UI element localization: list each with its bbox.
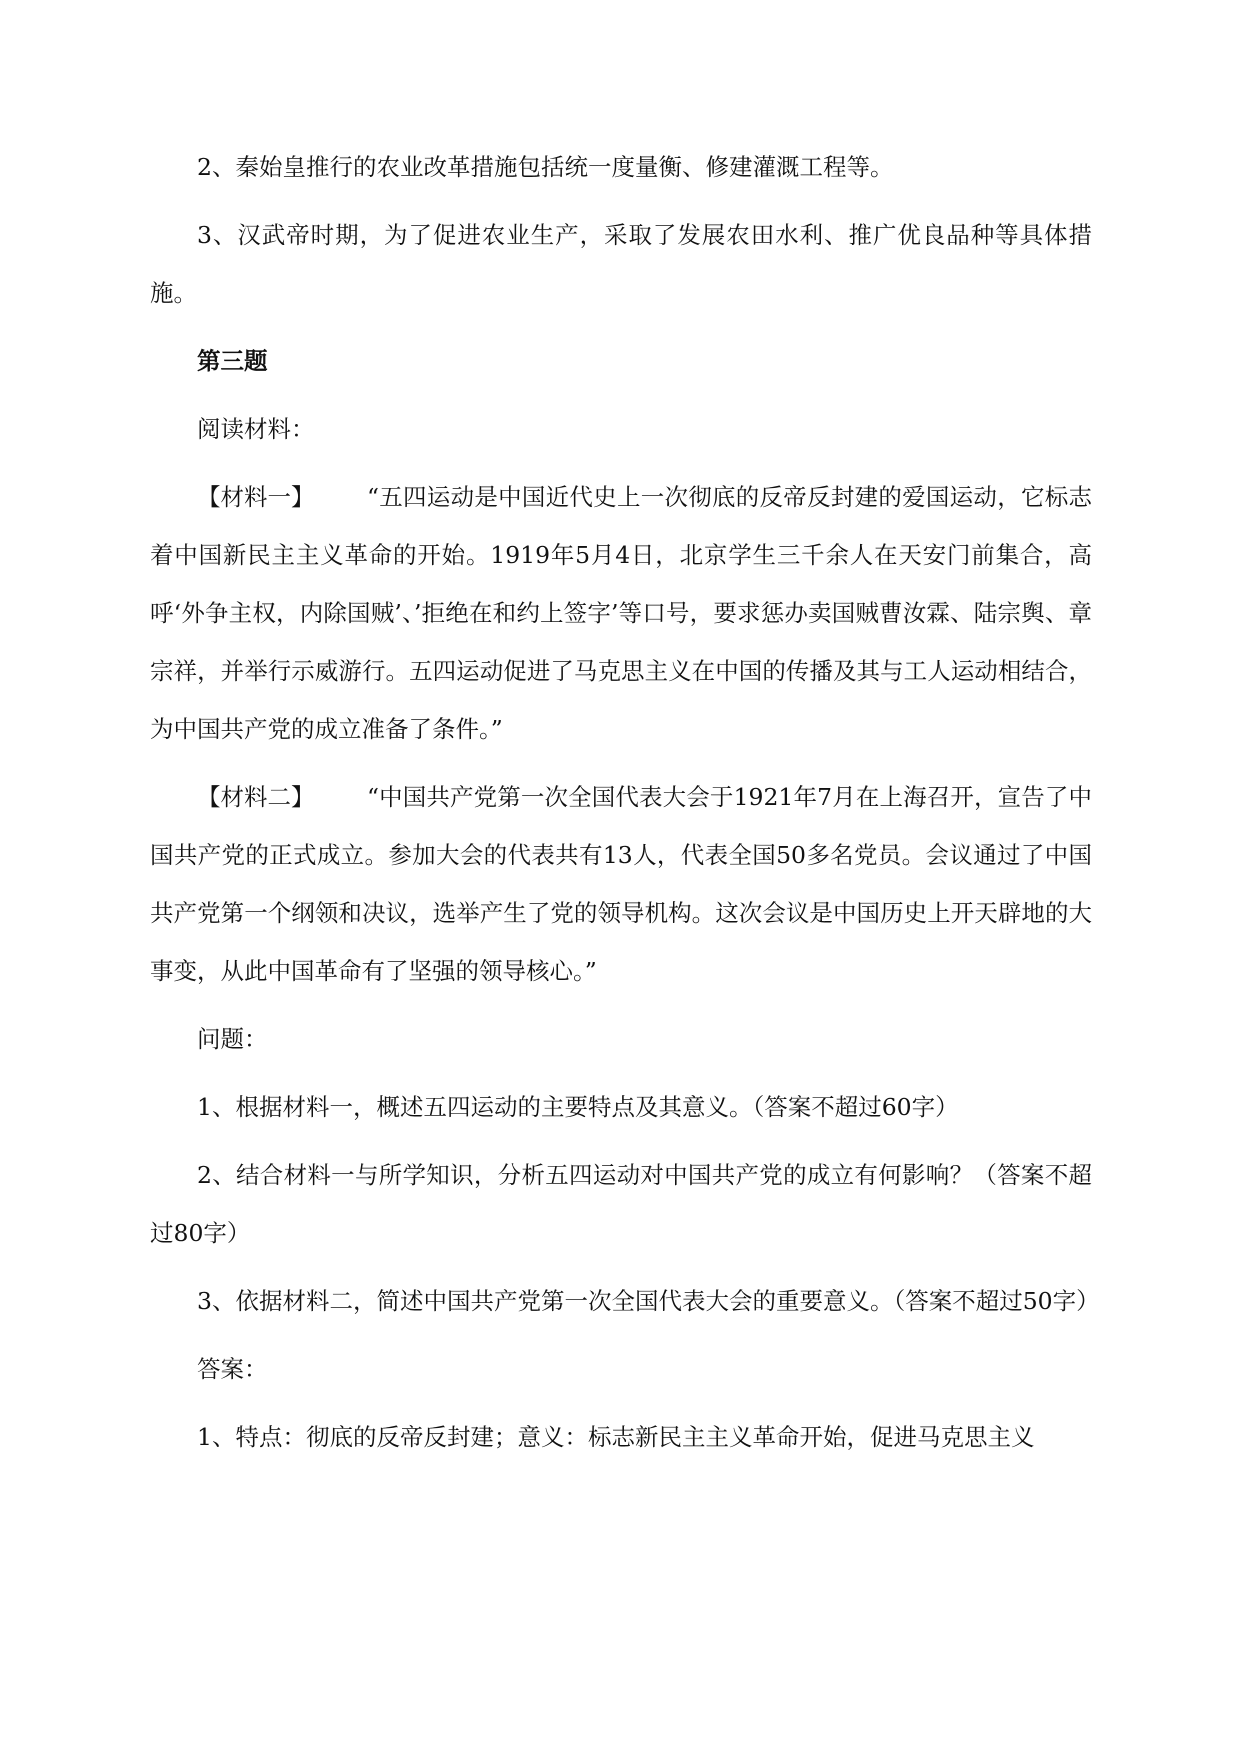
section-title: 第三题	[197, 347, 268, 375]
question-1: 1、根据材料一，概述五四运动的主要特点及其意义。（答案不超过60字）	[197, 1093, 959, 1121]
material-two-text: “中国共产党第一次全国代表大会于1921年7月在上海召开，宣告了中国共产党的正式成立。参加大会的代表共有13人，代表全国50多名党员。会议通过了中国共产党第一个纲领和决议，选举产生了党的领导机构。这次会议是中国历史上开天辟地的大事变，从此中国革命有了坚强的领导核心。”	[150, 783, 1092, 985]
material-two-tag: 【材料二】	[197, 783, 315, 811]
answer-1: 1、特点：彻底的反帝反封建；意义：标志新民主主义革命开始，促进马克思主义	[197, 1423, 1035, 1451]
paragraph-agri-measures-han: 3、汉武帝时期，为了促进农业生产，采取了发展农田水利、推广优良品种等具体措施。	[150, 221, 1092, 307]
material-two	[150, 768, 1092, 1000]
material-one-text: “五四运动是中国近代史上一次彻底的反帝反封建的爱国运动，它标志着中国新民主主义革命的开始。1919年5月4日，北京学生三千余人在天安门前集合，高呼‘外争主权，内除国贼’、’拒绝在和约上签字’等口号，要求惩办卖国贼曹汝霖、陆宗舆、章宗祥，并举行示威游行。五四运动促进了马克思主义在中国的传播及其与工人运动相结合，为中国共产党的成立准备了条件。”	[150, 483, 1092, 743]
question-3: 3、依据材料二，简述中国共产党第一次全国代表大会的重要意义。（答案不超过50字）	[197, 1287, 1100, 1315]
questions-label: 问题：	[197, 1025, 268, 1053]
answers-label: 答案：	[197, 1355, 268, 1383]
read-material-label: 阅读材料：	[197, 415, 315, 443]
paragraph-agri-measures-qin: 2、秦始皇推行的农业改革措施包括统一度量衡、修建灌溉工程等。	[197, 153, 894, 181]
material-one	[150, 468, 1092, 758]
document-page	[150, 138, 1100, 1476]
material-one-tag: 【材料一】	[197, 483, 315, 511]
question-2: 2、结合材料一与所学知识，分析五四运动对中国共产党的成立有何影响？（答案不超过80字）	[150, 1161, 1092, 1247]
